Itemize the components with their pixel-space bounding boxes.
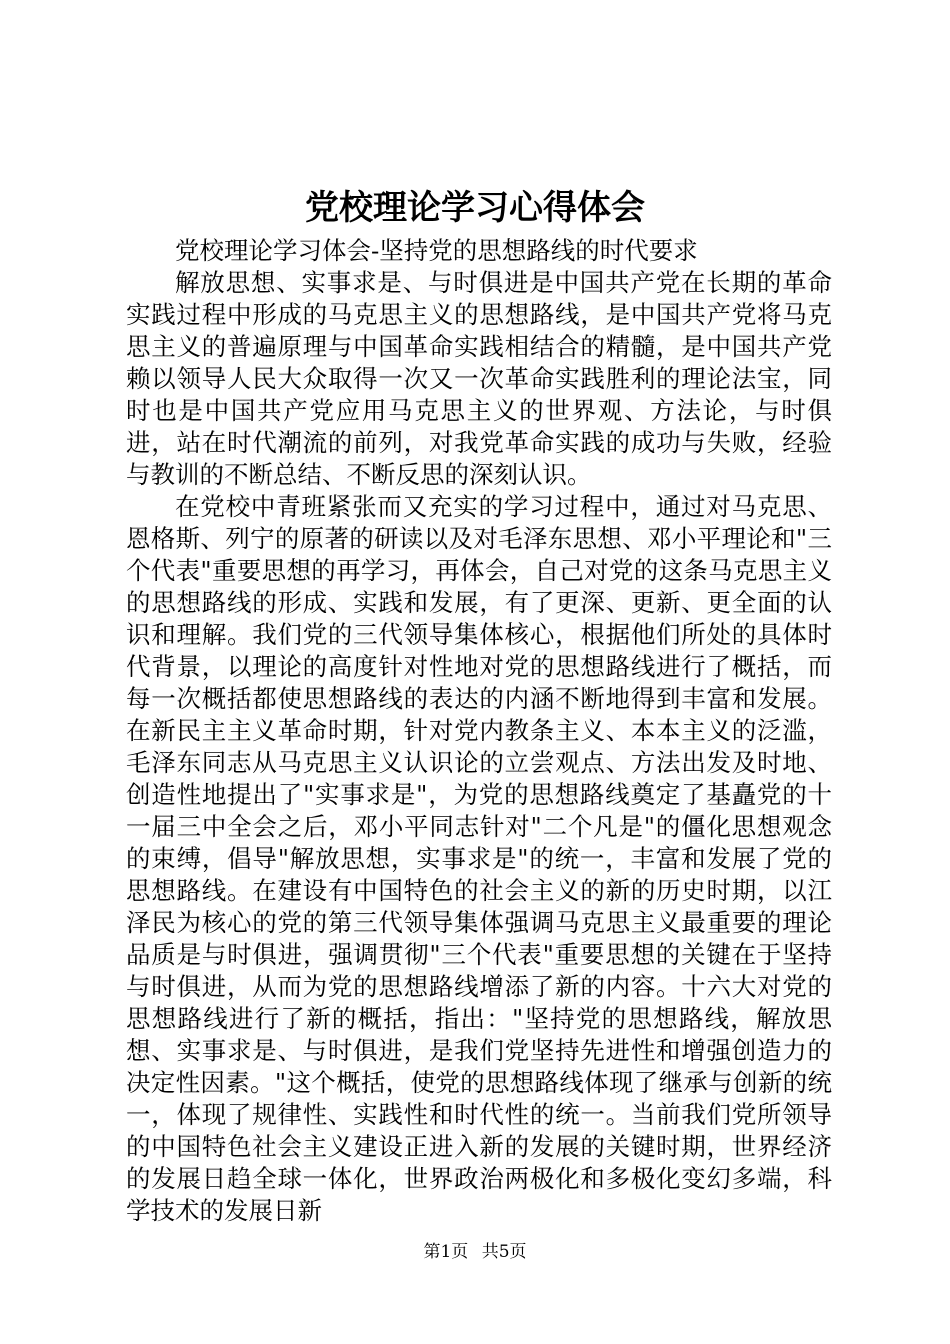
document-title: 党校理论学习心得体会 <box>305 188 645 228</box>
paragraph-subtitle: 党校理论学习体会-坚持党的思想路线的时代要求 <box>175 236 698 265</box>
page-number: 第1页 <box>423 1242 469 1262</box>
page-footer <box>0 1240 950 1264</box>
page-total: 共5页 <box>481 1242 527 1262</box>
paragraph: 在党校中青班紧张而又充实的学习过程中，通过对马克思、恩格斯、列宁的原著的研读以及对毛泽东思想、邓小平理论和"三个代表"重要思想的再学习，再体会，自己对党的这条马克思主义的思想路线的形成、实践和发展，有了更深、更新、更全面的认识和理解。我们党的三代领导集体核心，根据他们所处的具体时代背景，以理论的高度针对性地对党的思想路线进行了概括，而每一次概括都使思想路线的表达的内涵不断地得到丰富和发展。在新民主主义革命时期，针对党内教条主义、本本主义的泛滥，毛泽东同志从马克思主义认识论的立尝观点、方法出发及时地、创造性地提出了"实事求是"，为党的思想路线奠定了基矗党的十一届三中全会之后，邓小平同志针对"二个凡是"的僵化思想观念的束缚，倡导"解放思想，实事求是"的统一，丰富和发展了党的思想路线。在建设有中国特色的社会主义的新的历史时期，以江泽民为核心的党的第三代领导集体强调马克思主义最重要的理论品质是与时俱进，强调贯彻"三个代表"重要思想的关键在于坚持与时俱进，从而为党的思想路线增添了新的内容。十六大对党的思想路线进行了新的概括，指出："坚持党的思想路线，解放思想、实事求是、与时俱进，是我们党坚持先进性和增强创造力的决定性因素。"这个概括，使党的思想路线体现了继承与创新的统一，体现了规律性、实践性和时代性的统一。当前我们党所领导的中国特色社会主义建设正进入新的发展的关键时期，世界经济的发展日趋全球一体化，世界政治两极化和多极化变幻多端，科学技术的发展日新 <box>126 492 832 1225</box>
document-body <box>126 235 832 1227</box>
paragraph: 解放思想、实事求是、与时俱进是中国共产党在长期的革命实践过程中形成的马克思主义的思想路线，是中国共产党将马克思主义的普遍原理与中国革命实践相结合的精髓，是中国共产党赖以领导人民大众取得一次又一次革命实践胜利的理论法宝，同时也是中国共产党应用马克思主义的世界观、方法论，与时俱进，站在时代潮流的前列，对我党革命实践的成功与失败，经验与教训的不断总结、不断反思的深刻认识。 <box>126 268 832 489</box>
